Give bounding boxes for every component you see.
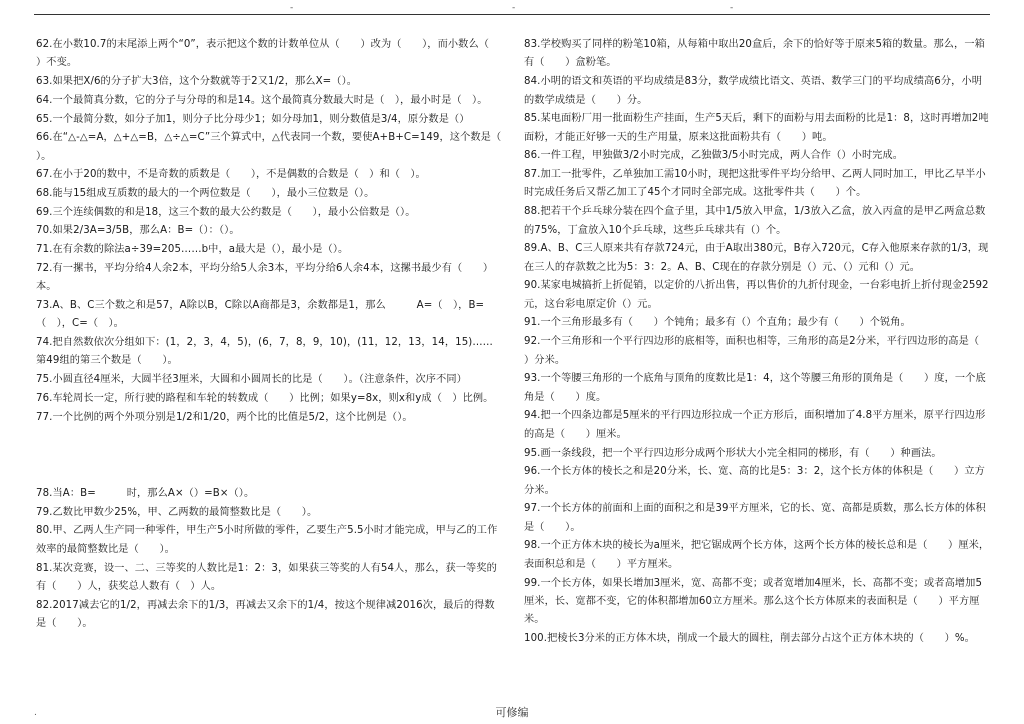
question-62: 62.在小数10.7的末尾添上两个“0”，表示把这个数的计数单位从（ ）改为（ ），而小数么（ ）不变。 [36, 39, 510, 69]
question-81: 81.某次竞赛，设一、二、三等奖的人数比是1：2：3，如果获三等奖的人有54人，那么，获一等奖的有（ ）人，获奖总人数有（ ）人。 [36, 562, 497, 592]
header-mark: - [512, 3, 516, 13]
question-88: 88.把若干个乒乓球分装在四个盒子里，其中1/5放入甲盒，1/3放入乙盒，放入丙盒的是甲乙两盒总数的75%，丁盒放入10个乒乓球，这些乒乓球共有（）个。 [524, 206, 986, 236]
question-93: 93.一个等腰三角形的一个底角与顶角的度数比是1：4，这个等腰三角形的顶角是（ ）度，一个底角是（ ）度。 [524, 373, 986, 403]
question-94: 94.把一个四条边都是5厘米的平行四边形拉成一个正方形后，面积增加了4.8平方厘米，原平行四边形的高是（ ）厘米。 [524, 410, 986, 440]
left-column [36, 36, 522, 634]
question-83: 83.学校购买了同样的粉笔10箱，从每箱中取出20盒后，余下的恰好等于原来5箱的数量。那么，一箱有（ ）盒粉笔。 [524, 39, 985, 69]
question-71: 71.在有余数的除法a÷39=205……b中，a最大是（），最小是（）。 [36, 244, 349, 256]
question-89: 89.A、B、C三人原来共有存款724元，由于A取出380元，B存入720元，C存入他原来存款的1/3，现在三人的存款数之比为5：3：2。A、B、C现在的存款分别是（）元、（）元和（）元。 [524, 243, 989, 273]
question-63: 63.如果把X/6的分子扩大3倍，这个分数就等于2又1/2，那么X=（）。 [36, 76, 358, 88]
header-mark: - [290, 3, 294, 13]
question-65: 65.一个最简分数，如分子加1，则分子比分母少1；如分母加1，则分数值是3/4，原分数是（） [36, 113, 470, 125]
question-96: 96.一个长方体的棱长之和是20分米，长、宽、高的比是5：3：2，这个长方体的体积是（ ）立方分米。 [524, 466, 985, 496]
question-66: 66.在“△-△=A，△+△=B，△÷△=C”三个算式中，△代表同一个数，要使A+B+C=149，这个数是（ ）。 [36, 132, 522, 162]
question-68: 68.能与15组成互质数的最大的一个两位数是（ ），最小三位数是（）。 [36, 188, 375, 200]
question-72: 72.有一摞书，平均分给4人余2本，平均分给5人余3本，平均分给6人余4本，这摞书最少有（ ）本。 [36, 262, 494, 293]
question-95: 95.画一条线段，把一个平行四边形分成两个形状大小完全相同的梯形，有（ ）种画法。 [524, 447, 942, 459]
question-84: 84.小明的语文和英语的平均成绩是83分，数学成绩比语文、英语、数学三门的平均成绩高6分，小明的数学成绩是（ ）分。 [524, 76, 983, 106]
question-77: 77.一个比例的两个外项分别是1/2和1/20，两个比的比值是5/2，这个比例是（）。 [36, 411, 413, 423]
question-86: 86.一件工程，甲独做3/2小时完成，乙独做3/5小时完成，两人合作（）小时完成。 [524, 150, 904, 162]
question-97: 97.一个长方体的前面和上面的面积之和是39平方厘米，它的长、宽、高都是质数，那么长方体的体积是（ ）。 [524, 503, 986, 533]
question-100: 100.把棱长3分米的正方体木块，削成一个最大的圆柱，削去部分占这个正方体木块的（ ）%。 [524, 633, 975, 645]
question-78: 78.当A：B= 时，那么A×（）=B×（）。 [36, 487, 255, 499]
question-87: 87.加工一批零件，乙单独加工需10小时，现把这批零件平均分给甲、乙两人同时加工，甲比乙早半小时完成任务后又帮乙加工了45个才同时全部完成。这批零件共（ ）个。 [524, 169, 986, 199]
question-69: 69.三个连续偶数的和是18，这三个数的最大公约数是（ ），最小公倍数是（）。 [36, 206, 416, 218]
question-99: 99.一个长方体，如果长增加3厘米，宽、高都不变；或者宽增加4厘米，长、高都不变；或者高增加5厘米，长、宽都不变，它的体积都增加60立方厘米。那么这个长方体原来的表面积是（ ）平方厘米。 [524, 577, 983, 626]
question-82: 82.2017减去它的1/2，再减去余下的1/3，再减去又余下的1/4，按这个规律减2016次，最后的得数是（ ）。 [36, 599, 495, 630]
question-74: 74.把自然数依次分组如下：(1，2，3，4，5)，(6，7，8，9，10)，(11，12，13，14，15)……第49组的第三个数是（ ）。 [36, 337, 493, 367]
question-73: 73.A、B、C三个数之和是57，A除以B，C除以A商都是3，余数都是1，那么 A=（ ），B=（ ），C=（ ）。 [36, 299, 485, 330]
question-64: 64.一个最简真分数，它的分子与分母的和是14。这个最简真分数最大时是（ ），最小时是（ ）。 [36, 94, 488, 106]
question-75: 75.小圆直径4厘米，大圆半径3厘米，大圆和小圆周长的比是（ ）。（注意条件，次序不同） [36, 374, 467, 386]
question-70: 70.如果2/3A=3/5B，那么A：B=（）：（）。 [36, 225, 240, 237]
question-76: 76.车轮周长一定，所行驶的路程和车轮的转数成（ ）比例；如果y=8x，则x和y成（ ）比例。 [36, 392, 494, 404]
question-67: 67.在小于20的数中，不是奇数的质数是（ ），不是偶数的合数是（ ）和（ ）。 [36, 169, 426, 181]
question-92: 92.一个三角形和一个平行四边形的底相等，面积也相等，三角形的高是2分米，平行四边形的高是（ ）分米。 [524, 336, 1000, 366]
header-mark: - [730, 3, 734, 13]
right-column [524, 36, 1000, 649]
question-98: 98.一个正方体木块的棱长为a厘米，把它锯成两个长方体，这两个长方体的棱长总和是（ ）厘米，表面积总和是（ ）平方厘米。 [524, 540, 990, 570]
question-80: 80.甲、乙两人生产同一种零件，甲生产5小时所做的零件，乙要生产5.5小时才能完成，甲与乙的工作效率的最简整数比是（ ）。 [36, 525, 498, 555]
question-91: 91.一个三角形最多有（ ）个钝角；最多有（）个直角；最少有（ ）个锐角。 [524, 317, 911, 329]
footer-corner-mark: . [34, 708, 37, 718]
question-90: 90.某家电城搞折上折促销，以定价的八折出售，再以售价的九折付现金，一台彩电折上折付现金2592元，这台彩电原定价（）元。 [524, 280, 989, 310]
question-85: 85.某电面粉厂用一批面粉生产挂面，生产5天后，剩下的面粉与用去面粉的比是1：8，这时再增加2吨面粉，才能正好够一天的生产用量，原来这批面粉共有（ ）吨。 [524, 113, 989, 143]
question-79: 79.乙数比甲数少25%，甲、乙两数的最简整数比是（ ）。 [36, 506, 318, 518]
footer-label: 可修编 [495, 706, 529, 719]
header-rule [34, 14, 990, 15]
